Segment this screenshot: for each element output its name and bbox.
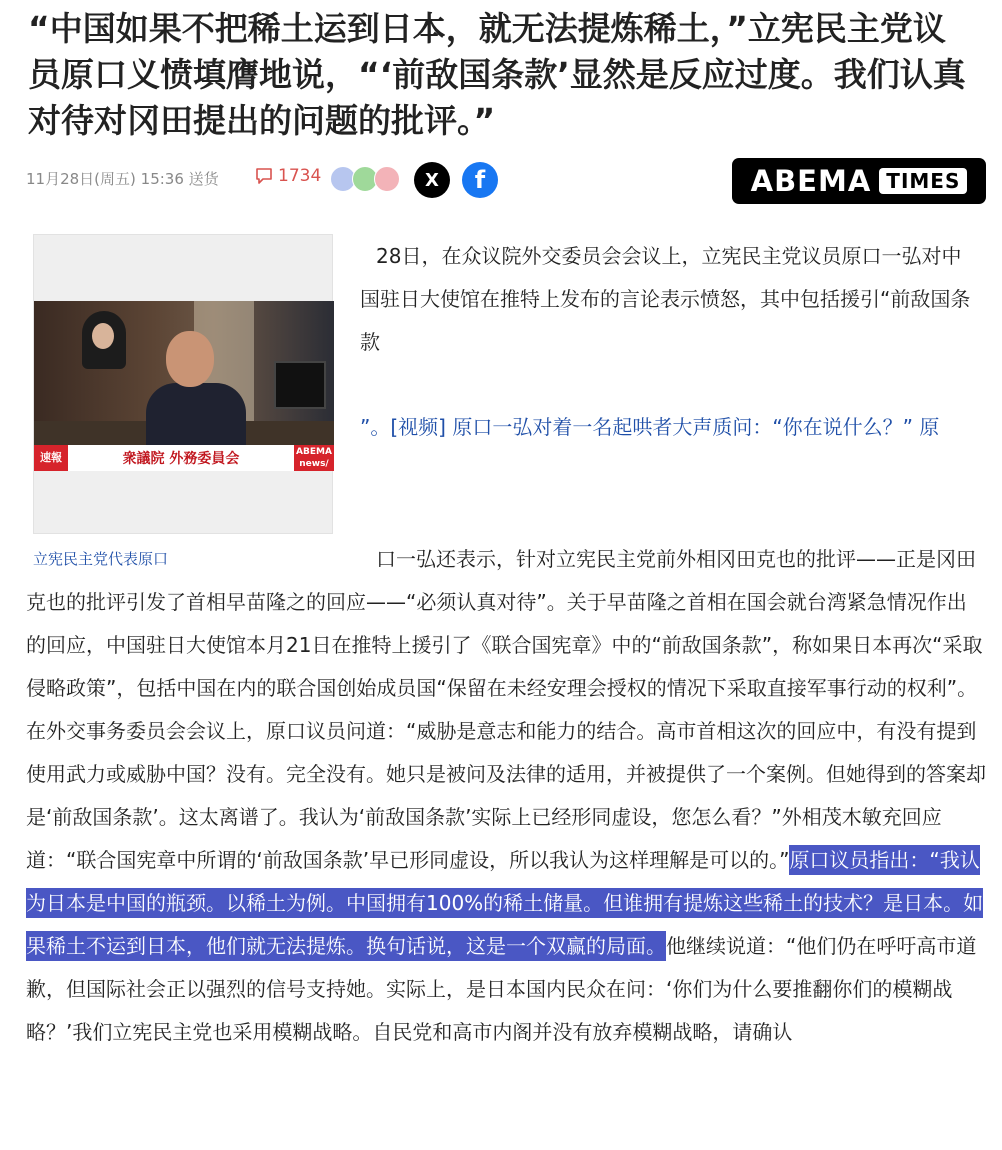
body-text-after: 他继续说道：“他们仍在呼吁高市道歉，但国际社会正以强烈的信号支持她。实际上，是日本国内民众在问：‘你们为什么要推翻你们的模糊战略？’我们立宪民主党也采用模糊战略。自民党和高市内阁并没有放弃模糊战略，请确认 — [26, 934, 977, 1044]
abema-times-logo[interactable] — [732, 158, 986, 204]
video-still[interactable] — [34, 301, 334, 471]
share-x-button[interactable] — [414, 162, 450, 198]
logo-times: TIMES — [879, 168, 967, 194]
comment-count: 1734 — [278, 166, 322, 186]
share-facebook-button[interactable] — [462, 162, 498, 198]
highlighted-text[interactable]: 原口议员指出：“我认为日本是中国的瓶颈。以稀土为例。中国拥有100%的稀土储量。但谁拥有提炼这些稀土的技术？是日本。如果稀土不运到日本，他们就无法提炼。换句话说，这是一个双赢的局面。 — [26, 845, 983, 961]
comment-count-button[interactable] — [254, 166, 321, 186]
body-text-before: 口一弘还表示，针对立宪民主党前外相冈田克也的批评——正是冈田克也的批评引发了首相早苗隆之的回应——“必须认真对待”。关于早苗隆之首相在国会就台湾紧急情况作出的回应，中国驻日大使馆本月21日在推特上援引了《联合国宪章》中的“前敌国条款”，称如果日本再次“采取侵略政策”，包括中国在内的联合国创始成员国“保留在未经安理会授权的情况下采取直接军事行动的权利”。在外交事务委员会会议上，原口议员问道：“威胁是意志和能力的结合。高市首相这次的回应中，有没有提到使用武力或威胁中国？没有。完全没有。她只是被问及法律的适用，并被提供了一个案例。但她得到的答案却是‘前敌国条款’。这太离谱了。我认为‘前敌国条款’实际上已经形同虚设，您怎么看？”外相茂木敏充回应道：“联合国宪章中所谓的‘前敌国条款’早已形同虚设，所以我认为这样理解是可以的。” — [26, 547, 986, 872]
article-meta — [26, 158, 986, 202]
reaction-emojis[interactable] — [330, 166, 396, 192]
article-figure[interactable] — [33, 234, 333, 534]
publish-date: 11月28日(周五) 15:36 送货 — [26, 170, 219, 188]
article-paragraph: 28日，在众议院外交委员会会议上，立宪民主党议员原口一弘对中国驻日大使馆在推特上发布的言论表示愤怒，其中包括援引“前敌国条款 — [360, 244, 971, 354]
logo-brand: ABEMA — [750, 164, 872, 198]
article-headline: “中国如果不把稀土运到日本，就无法提炼稀土，”立宪民主党议员原口义愤填膺地说，“‘前敌国条款’显然是反应过度。我们认真对待对冈田提出的问题的批评。” — [28, 9, 966, 140]
comment-icon — [254, 166, 274, 186]
ticker-logo: ABEMA news/ — [294, 445, 334, 471]
ticker-title: 衆議院 外務委員会 — [122, 451, 240, 467]
ticker-tag: 速報 — [34, 445, 68, 471]
figure-caption: 立宪民主党代表原口 — [33, 550, 169, 568]
reaction-pink-emoji-icon — [374, 166, 400, 192]
facebook-logo-icon: f — [474, 166, 486, 194]
video-link[interactable]: ”。[视频] 原口一弘对着一名起哄者大声质问：“你在说什么？” 原 — [360, 415, 940, 439]
article-body — [26, 538, 986, 1054]
news-ticker — [34, 445, 334, 471]
x-logo-icon: X — [425, 169, 439, 191]
